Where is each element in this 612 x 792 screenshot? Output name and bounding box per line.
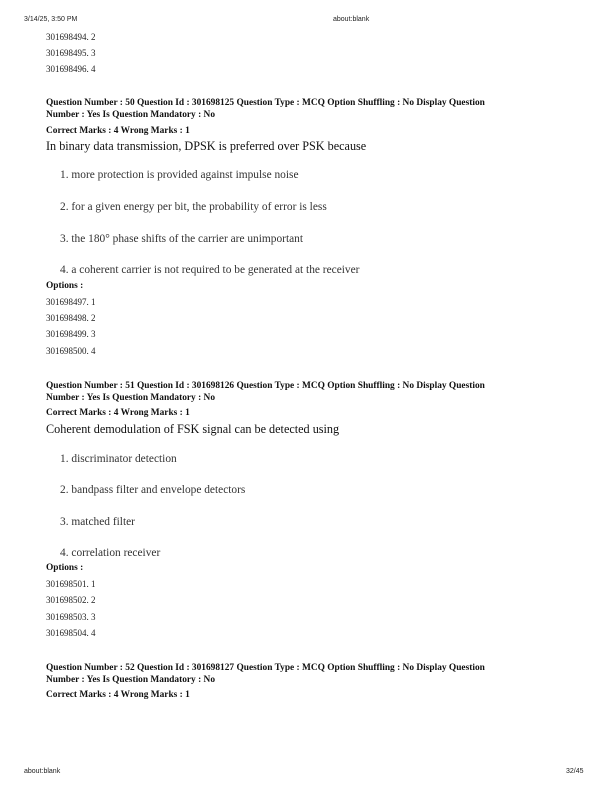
option-code: 301698498. 2 (46, 313, 96, 323)
option-code: 301698501. 1 (46, 579, 96, 589)
print-header-datetime: 3/14/25, 3:50 PM (24, 16, 78, 23)
option-code: 301698504. 4 (46, 628, 96, 638)
answer-choice: 2. bandpass filter and envelope detectors (60, 484, 246, 496)
option-code: 301698500. 4 (46, 346, 96, 356)
option-code: 301698499. 3 (46, 329, 96, 339)
option-code: 301698495. 3 (46, 48, 96, 58)
option-code: 301698503. 3 (46, 612, 96, 622)
answer-choice: 1. discriminator detection (60, 453, 177, 465)
option-code: 301698497. 1 (46, 297, 96, 307)
answer-choice: 3. matched filter (60, 516, 135, 528)
options-label: Options : (46, 281, 84, 291)
options-label: Options : (46, 563, 84, 573)
answer-choice: 4. correlation receiver (60, 547, 161, 559)
option-code: 301698502. 2 (46, 595, 96, 605)
answer-choice: 3. the 180° phase shifts of the carrier are unimportant (60, 233, 304, 245)
print-header-url: about:blank (333, 16, 370, 23)
option-code: 301698494. 2 (46, 32, 96, 42)
question-meta: Question Number : 50 Question Id : 301698125 Question Type : MCQ Option Shuffling : No Display Question (46, 98, 485, 108)
answer-choice: 1. more protection is provided against impulse noise (60, 169, 299, 181)
answer-choice: 2. for a given energy per bit, the probability of error is less (60, 201, 327, 213)
answer-choice: 4. a coherent carrier is not required to be generated at the receiver (60, 264, 360, 276)
question-marks: Correct Marks : 4 Wrong Marks : 1 (46, 408, 190, 418)
question-marks: Correct Marks : 4 Wrong Marks : 1 (46, 690, 190, 700)
question-stem: In binary data transmission, DPSK is preferred over PSK because (46, 139, 367, 153)
option-code: 301698496. 4 (46, 64, 96, 74)
print-footer-url: about:blank (24, 768, 61, 775)
question-meta-cont: Number : Yes Is Question Mandatory : No (46, 110, 216, 120)
question-meta: Question Number : 52 Question Id : 301698127 Question Type : MCQ Option Shuffling : No Display Question (46, 663, 485, 673)
page-number: 32/45 (566, 768, 584, 775)
question-marks: Correct Marks : 4 Wrong Marks : 1 (46, 126, 190, 136)
question-meta: Question Number : 51 Question Id : 301698126 Question Type : MCQ Option Shuffling : No Display Question (46, 381, 485, 391)
question-stem: Coherent demodulation of FSK signal can be detected using (46, 422, 340, 436)
question-meta-cont: Number : Yes Is Question Mandatory : No (46, 393, 216, 403)
question-meta-cont: Number : Yes Is Question Mandatory : No (46, 675, 216, 685)
